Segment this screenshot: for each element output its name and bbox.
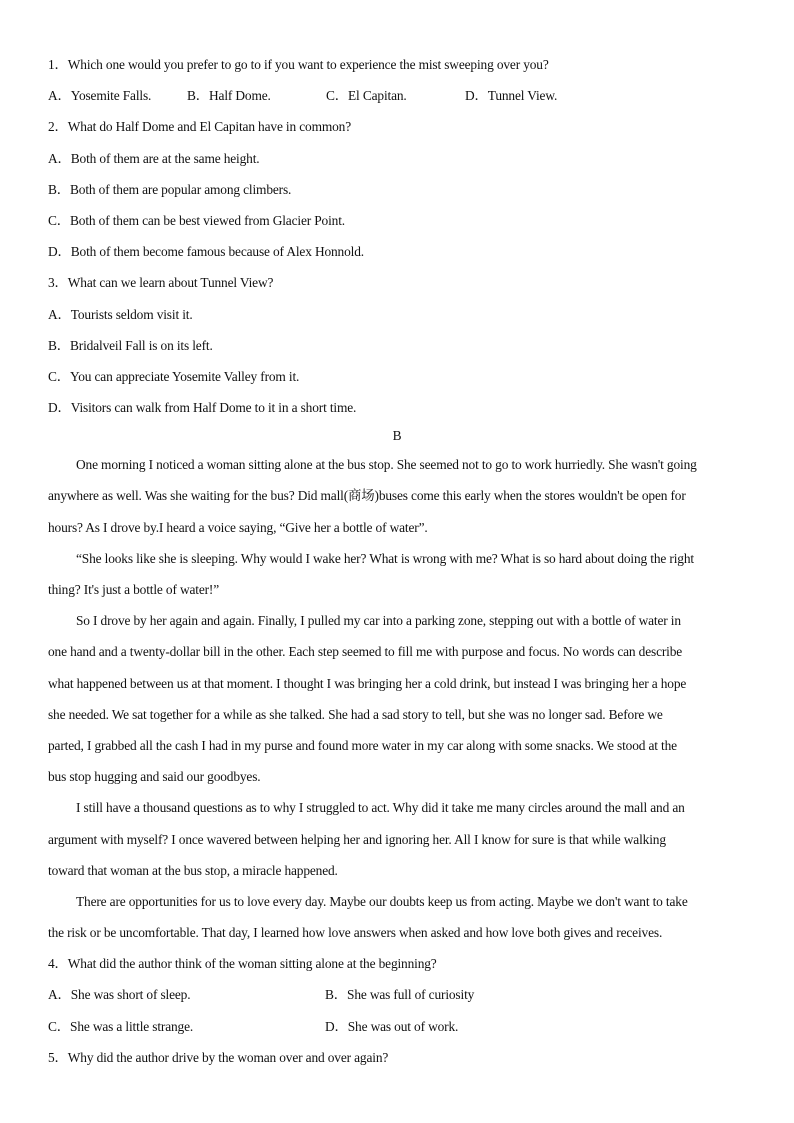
passage-line: toward that woman at the bus stop, a miracle happened. bbox=[48, 862, 338, 878]
question-3-option-a: A．Tourists seldom visit it. bbox=[48, 306, 193, 322]
question-1-options bbox=[48, 83, 746, 114]
question-5-stem: 5．Why did the author drive by the woman over and over again? bbox=[48, 1049, 389, 1065]
passage-line: argument with myself? I once wavered between helping her and ignoring her. All I know for sure is that while walking bbox=[48, 831, 666, 847]
question-4-option-d: D．She was out of work. bbox=[325, 1018, 459, 1034]
question-2-option-d: D．Both of them become famous because of Alex Honnold. bbox=[48, 244, 364, 260]
question-2-option-a: A．Both of them are at the same height. bbox=[48, 150, 260, 166]
passage-line: what happened between us at that moment. I thought I was bringing her a cold drink, but instead I was bringing her a hope bbox=[48, 675, 687, 691]
question-3-option-c: C．You can appreciate Yosemite Valley from it. bbox=[48, 368, 300, 384]
passage-paragraph-2 bbox=[48, 546, 746, 608]
question-4-option-b: B．She was full of curiosity bbox=[325, 987, 475, 1003]
passage-line: she needed. We sat together for a while as she talked. She had a sad story to tell, but she was no longer sad. Before we bbox=[48, 706, 663, 722]
passage-line: hours? As I drove by.I heard a voice saying, “Give her a bottle of water”. bbox=[48, 519, 428, 535]
question-4-option-a: A．She was short of sleep. bbox=[48, 987, 191, 1003]
question-3-option-b: B．Bridalveil Fall is on its left. bbox=[48, 337, 213, 353]
passage-line: I still have a thousand questions as to why I struggled to act. Why did it take me many circles around the mall and an bbox=[76, 800, 685, 816]
question-1-option-a: A．Yosemite Falls. bbox=[48, 88, 152, 104]
question-2-option-c: C．Both of them can be best viewed from Glacier Point. bbox=[48, 212, 345, 228]
question-4-stem: 4．What did the author think of the woman sitting alone at the beginning? bbox=[48, 956, 437, 972]
section-label: B bbox=[392, 428, 402, 444]
question-1-option-d: D．Tunnel View. bbox=[465, 88, 558, 104]
passage-line: There are opportunities for us to love every day. Maybe our doubts keep us from acting. Maybe we don't want to take bbox=[76, 893, 688, 909]
passage-paragraph-1 bbox=[48, 452, 746, 546]
passage-line: One morning I noticed a woman sitting alone at the bus stop. She seemed not to go to work hurriedly. She wasn't going bbox=[76, 457, 697, 473]
passage-line: one hand and a twenty-dollar bill in the other. Each step seemed to fill me with purpose and focus. No words can describe bbox=[48, 644, 683, 660]
passage-line: So I drove by her again and again. Finally, I pulled my car into a parking zone, stepping out with a bottle of water in bbox=[76, 613, 681, 629]
document-page bbox=[48, 52, 746, 1076]
question-1-option-b: B．Half Dome. bbox=[187, 88, 271, 104]
question-4-option-c: C．She was a little strange. bbox=[48, 1018, 194, 1034]
question-1-stem: 1．Which one would you prefer to go to if you want to experience the mist sweeping over you? bbox=[48, 57, 549, 72]
passage-paragraph-4 bbox=[48, 795, 746, 889]
passage-line: “She looks like she is sleeping. Why would I wake her? What is wrong with me? What is so hard about doing the right bbox=[76, 550, 694, 566]
passage-line: bus stop hugging and said our goodbyes. bbox=[48, 769, 261, 785]
passage-paragraph-3 bbox=[48, 608, 746, 795]
question-4-options-row-1 bbox=[48, 982, 746, 1013]
passage-paragraph-5 bbox=[48, 889, 746, 951]
passage-line: parted, I grabbed all the cash I had in my purse and found more water in my car along with some snacks. We stood at the bbox=[48, 737, 677, 753]
question-3-option-d: D．Visitors can walk from Half Dome to it in a short time. bbox=[48, 400, 357, 416]
question-1-option-c: C．El Capitan. bbox=[326, 88, 407, 104]
question-4-options-row-2 bbox=[48, 1014, 746, 1045]
passage-line: the risk or be uncomfortable. That day, I learned how love answers when asked and how love both gives and receives. bbox=[48, 925, 663, 941]
question-3-stem: 3．What can we learn about Tunnel View? bbox=[48, 275, 274, 291]
question-2-option-b: B．Both of them are popular among climbers. bbox=[48, 181, 292, 197]
question-2-stem: 2．What do Half Dome and El Capitan have in common? bbox=[48, 119, 352, 135]
passage-line: thing? It's just a bottle of water!” bbox=[48, 582, 220, 597]
passage-line: anywhere as well. Was she waiting for the bus? Did mall(商场)buses come this early when the stores wouldn't be open for bbox=[48, 488, 686, 504]
